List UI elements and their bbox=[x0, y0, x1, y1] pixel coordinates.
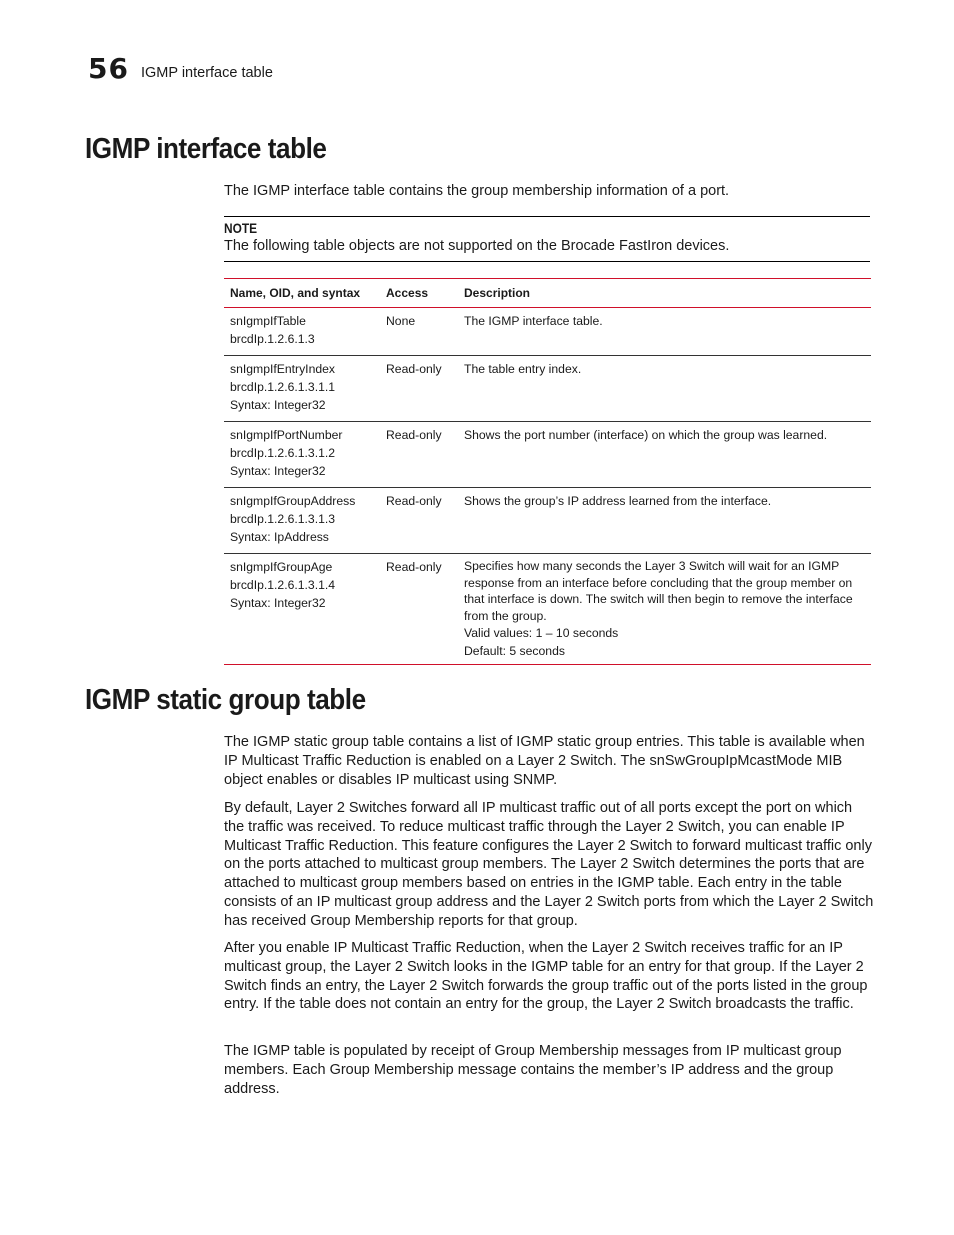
cell-description bbox=[458, 422, 871, 488]
cell-access: Read-only bbox=[386, 560, 442, 574]
cell-access: None bbox=[386, 314, 416, 328]
cell-access: Read-only bbox=[386, 494, 442, 508]
table-row bbox=[224, 308, 871, 356]
object-oid: brcdIp.1.2.6.1.3.1.3 bbox=[230, 512, 336, 526]
table-row bbox=[224, 422, 871, 488]
object-syntax: Syntax: Integer32 bbox=[230, 596, 326, 610]
table-header-row bbox=[224, 279, 871, 308]
object-syntax: Syntax: Integer32 bbox=[230, 398, 326, 412]
description-text: Specifies how many seconds the Layer 3 Switch will wait for an IGMP response from an interface before concluding that the group member on that interface is down. The switch will then begin to remove the interface from the group. bbox=[464, 559, 853, 623]
table-row bbox=[224, 554, 871, 665]
object-name: snIgmpIfEntryIndex bbox=[230, 362, 335, 376]
section-intro: The IGMP interface table contains the group membership information of a port. bbox=[224, 183, 730, 199]
object-name: snIgmpIfTable bbox=[230, 314, 306, 328]
object-syntax: Syntax: Integer32 bbox=[230, 464, 326, 478]
cell-description bbox=[458, 488, 871, 554]
valid-values-text: Valid values: 1 – 10 seconds bbox=[464, 626, 619, 640]
chapter-number: 56 bbox=[88, 52, 129, 85]
igmp-interface-table bbox=[224, 278, 871, 665]
object-oid: brcdIp.1.2.6.1.3.1.2 bbox=[230, 446, 336, 460]
cell-description bbox=[458, 356, 871, 422]
object-syntax: Syntax: IpAddress bbox=[230, 530, 329, 544]
cell-access: Read-only bbox=[386, 362, 442, 376]
cell-name bbox=[224, 488, 380, 554]
cell-access: Read-only bbox=[386, 428, 442, 442]
column-header-name: Name, OID, and syntax bbox=[230, 286, 361, 300]
body-paragraph: The IGMP table is populated by receipt of Group Membership messages from IP multicast group members. Each Group Membership message contains the member’s IP address and the group address. bbox=[224, 1043, 842, 1097]
cell-description bbox=[458, 308, 871, 356]
running-header-title: IGMP interface table bbox=[141, 65, 273, 81]
object-oid: brcdIp.1.2.6.1.3.1.1 bbox=[230, 380, 336, 394]
cell-description bbox=[458, 554, 871, 665]
note-label: NOTE bbox=[224, 220, 258, 236]
cell-name bbox=[224, 554, 380, 665]
description-text: Shows the port number (interface) on which the group was learned. bbox=[464, 428, 828, 442]
note-box bbox=[224, 216, 870, 262]
column-header-description: Description bbox=[464, 286, 531, 300]
body-paragraph: By default, Layer 2 Switches forward all IP multicast traffic out of all ports except the port on which the traffic was received. To reduce multicast traffic through the Layer 2 Switch, you can enable IP Multicast Traffic Reduction. This feature configures the Layer 2 Switch to forward multicast traffic only on the ports attached to multicast group members. The Layer 2 Switch determines the ports that are attached to multicast group members based on entries in the IGMP table. Each entry in the table consists of an IP multicast group address and the Layer 2 Switch ports from which the Layer 2 Switch has received Group Membership reports for that group. bbox=[224, 800, 874, 929]
section-title-igmp-interface-table: IGMP interface table bbox=[85, 133, 327, 165]
cell-name bbox=[224, 356, 380, 422]
description-text: The IGMP interface table. bbox=[464, 314, 603, 328]
default-value-text: Default: 5 seconds bbox=[464, 644, 565, 658]
object-oid: brcdIp.1.2.6.1.3 bbox=[230, 332, 315, 346]
cell-name bbox=[224, 422, 380, 488]
description-text: The table entry index. bbox=[464, 362, 582, 376]
table-row bbox=[224, 356, 871, 422]
object-name: snIgmpIfPortNumber bbox=[230, 428, 343, 442]
body-paragraph: After you enable IP Multicast Traffic Reduction, when the Layer 2 Switch receives traffic for an IP multicast group, the Layer 2 Switch looks in the IGMP table for an entry for that group. If the Layer 2 Switch finds an entry, the Layer 2 Switch forwards the group traffic out of the ports listed in the group entry. If the table does not contain an entry for the group, the Layer 2 Switch broadcasts the traffic. bbox=[224, 940, 868, 1013]
table-row bbox=[224, 488, 871, 554]
body-paragraph: The IGMP static group table contains a list of IGMP static group entries. This table is available when IP Multicast Traffic Reduction is enabled on a Layer 2 Switch. The snSwGroupIpMcastMode MIB object enables or disables IP multicast using SNMP. bbox=[224, 734, 865, 788]
column-header-access: Access bbox=[386, 286, 429, 300]
cell-name bbox=[224, 308, 380, 356]
object-oid: brcdIp.1.2.6.1.3.1.4 bbox=[230, 578, 336, 592]
section-title-igmp-static-group-table: IGMP static group table bbox=[85, 684, 366, 716]
note-text: The following table objects are not supported on the Brocade FastIron devices. bbox=[224, 238, 730, 254]
description-text: Shows the group’s IP address learned from the interface. bbox=[464, 494, 772, 508]
object-name: snIgmpIfGroupAge bbox=[230, 560, 333, 574]
object-name: snIgmpIfGroupAddress bbox=[230, 494, 356, 508]
